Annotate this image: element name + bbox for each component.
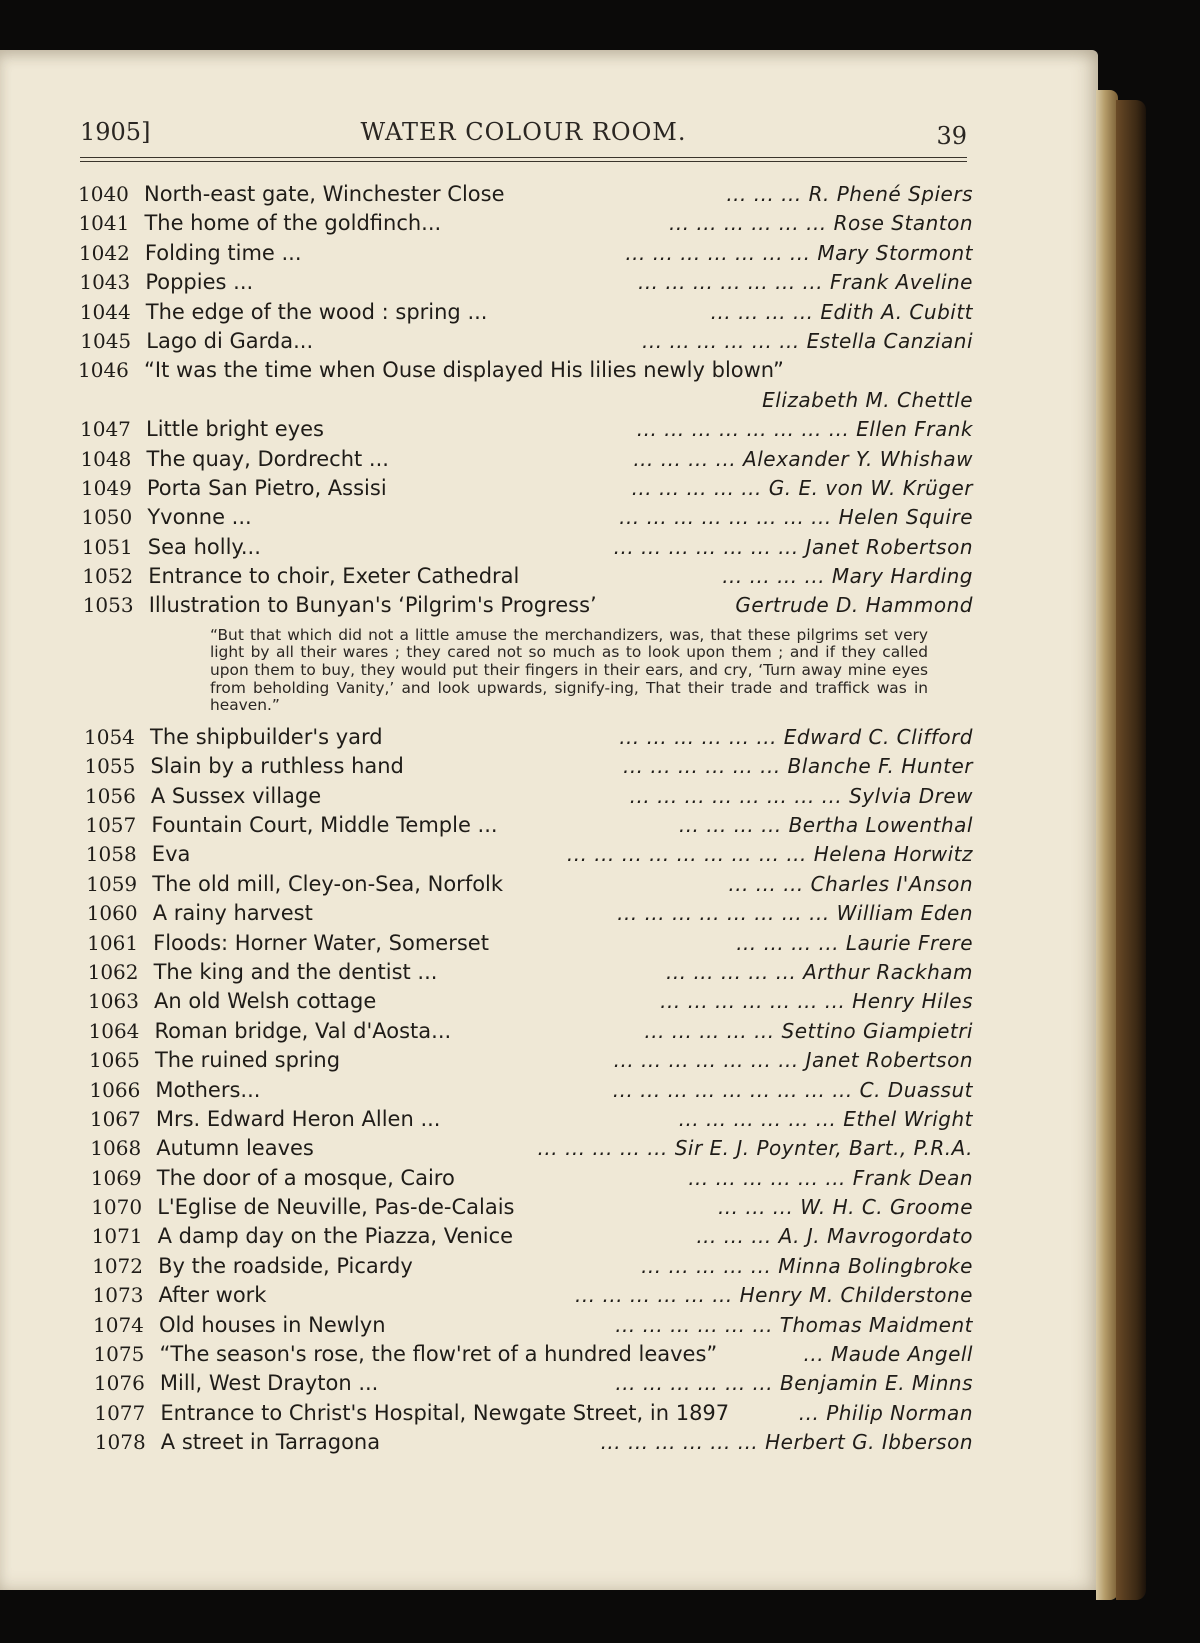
entry-title: Mrs. Edward Heron Allen ... — [155, 1106, 441, 1131]
entry-title: Mill, West Drayton ... — [159, 1371, 379, 1396]
catalogue-entries — [78, 180, 973, 1458]
entry-number: 1063 — [88, 989, 139, 1014]
entry-number: 1045 — [80, 328, 132, 353]
entry-number: 1072 — [92, 1253, 143, 1278]
entry-number: 1056 — [84, 783, 136, 808]
entry-title: Entrance to choir, Exeter Cathedral — [148, 564, 520, 589]
running-header — [80, 118, 967, 158]
entry-artist: ... ... ... ... ... ... Rose Stanton — [668, 211, 973, 236]
catalogue-entry — [78, 1134, 973, 1163]
entry-artist: ... ... ... ... ... ... Ethel Wright — [678, 1106, 973, 1131]
entry-artist: ... ... ... ... ... ... ... ... ... C. Duassut — [612, 1077, 973, 1102]
entry-artist: ... ... ... ... ... ... ... Janet Robertson — [613, 534, 973, 559]
entry-1053-quotation: “But that which did not a little amuse the merchandizers, was, that these pilgrims set very light by all their wares ; they cared not so much as to look upon them ; and if they called upon them to buy, they would put their fingers in their ears, and cry, ‘Turn away mine eyes from beholding Vanity,’ and look upwards, signify-ing, That their trade and traffick was in heaven.” — [210, 625, 928, 715]
entry-number: 1070 — [91, 1195, 143, 1220]
entry-title: Autumn leaves — [156, 1136, 314, 1161]
catalogue-entry — [78, 298, 973, 327]
entry-number: 1078 — [94, 1430, 146, 1455]
entry-title: Sea holly... — [147, 534, 261, 559]
entry-number: 1052 — [82, 564, 134, 589]
entry-artist: ... ... ... ... Mary Harding — [722, 564, 973, 589]
catalogue-entry — [78, 1076, 973, 1105]
entry-artist: ... ... ... ... ... ... ... ... William Eden — [617, 901, 973, 926]
entry-number: 1043 — [79, 270, 131, 295]
catalogue-entry — [78, 1340, 973, 1369]
catalogue-entry — [78, 180, 973, 209]
entry-artist: ... ... ... ... ... ... ... Mary Stormont — [625, 240, 973, 265]
entry-artist: ... ... ... ... ... G. E. von W. Krüger — [631, 475, 973, 500]
entry-number: 1064 — [88, 1018, 140, 1043]
entry-number: 1068 — [90, 1136, 142, 1161]
entry-artist: Elizabeth M. Chettle — [762, 387, 973, 412]
catalogue-entry — [78, 1222, 973, 1251]
entry-artist: ... ... ... ... ... ... ... Frank Aveline — [637, 270, 973, 295]
catalogue-entry — [78, 1281, 973, 1310]
entry-artist: ... Maude Angell — [803, 1342, 973, 1367]
entry-number: 1057 — [85, 813, 137, 837]
entry-title: Poppies ... — [145, 270, 254, 295]
catalogue-entry — [78, 1193, 973, 1222]
entry-artist: ... ... ... ... ... Minna Bolingbroke — [641, 1253, 973, 1278]
book-cover-edge — [1116, 100, 1146, 1600]
entry-artist: ... ... ... ... ... ... Frank Dean — [688, 1165, 973, 1190]
entry-artist: ... ... ... A. J. Mavrogordato — [696, 1224, 973, 1249]
entry-title: Mothers... — [155, 1077, 261, 1102]
header-section-title: WATER COLOUR ROOM. — [360, 118, 687, 146]
entry-title: A street in Tarragona — [160, 1430, 381, 1455]
catalogue-entry — [78, 1311, 973, 1340]
entry-number: 1054 — [84, 724, 135, 749]
entry-number: 1071 — [91, 1224, 143, 1249]
entry-number: 1060 — [86, 901, 138, 926]
entry-title: Lago di Garda... — [146, 328, 314, 353]
entry-number: 1077 — [94, 1400, 146, 1425]
entry-number: 1058 — [85, 842, 137, 867]
entry-artist: ... ... ... ... ... ... ... Janet Robertson — [613, 1048, 973, 1073]
entry-title: Old houses in Newlyn — [159, 1312, 386, 1337]
entry-title: L'Eglise de Neuville, Pas-de-Calais — [157, 1195, 515, 1220]
entry-title: Floods: Horner Water, Somerset — [153, 930, 489, 955]
catalogue-entry — [78, 268, 973, 297]
entry-number: 1055 — [84, 754, 136, 779]
entry-artist: ... ... ... ... ... ... Henry M. Childerstone — [575, 1283, 973, 1308]
catalogue-entry — [78, 870, 973, 899]
entry-artist: ... ... ... ... Alexander Y. Whishaw — [633, 446, 973, 471]
entry-artist: ... ... ... ... ... ... ... ... Helen Squire — [619, 505, 973, 530]
entry-number: 1051 — [81, 534, 133, 559]
catalogue-entry — [78, 1252, 973, 1281]
entry-number: 1042 — [78, 240, 130, 265]
header-year: 1905] — [80, 118, 151, 146]
catalogue-entry — [78, 811, 973, 840]
entry-artist: ... ... ... ... Edith A. Cubitt — [710, 299, 973, 324]
entry-number: 1053 — [82, 593, 134, 618]
entry-artist: ... ... ... ... ... Sir E. J. Poynter, Bart., P.R.A. — [537, 1136, 973, 1161]
entry-title: Illustration to Bunyan's ‘Pilgrim's Progress’ — [148, 593, 597, 618]
entry-title: An old Welsh cottage — [154, 989, 377, 1014]
catalogue-entry — [78, 415, 973, 444]
entry-artist: ... ... ... ... ... Settino Giampietri — [644, 1018, 973, 1043]
catalogue-entry — [78, 209, 973, 238]
entry-title: The edge of the wood : spring ... — [145, 299, 488, 324]
catalogue-entry — [78, 239, 973, 268]
entry-number: 1047 — [80, 417, 131, 442]
catalogue-entry — [78, 503, 973, 532]
entry-artist: ... ... ... ... ... ... Estella Canziani — [642, 328, 973, 353]
catalogue-entry — [78, 591, 973, 620]
catalogue-entry — [78, 327, 973, 356]
entry-artist: ... ... ... ... ... ... Herbert G. Ibberson — [600, 1430, 973, 1455]
entry-number: 1062 — [87, 959, 139, 984]
catalogue-entry — [78, 1017, 973, 1046]
entry-artist: ... ... ... Charles I'Anson — [728, 871, 973, 896]
catalogue-entry — [78, 1046, 973, 1075]
catalogue-entry-1046 — [78, 356, 973, 385]
entry-title: The king and the dentist ... — [153, 959, 438, 984]
entry-number: 1066 — [89, 1077, 141, 1102]
entry-artist: ... ... ... ... ... ... ... Henry Hiles — [660, 989, 973, 1014]
entry-number: 1061 — [87, 930, 139, 955]
entry-number: 1074 — [93, 1312, 144, 1337]
entry-number: 1040 — [78, 182, 129, 206]
entry-title: Roman bridge, Val d'Aosta... — [154, 1018, 452, 1043]
entry-artist: ... ... ... ... ... ... ... ... Ellen Frank — [636, 417, 973, 442]
entry-artist: ... ... ... ... ... ... Blanche F. Hunter — [622, 754, 973, 779]
entry-title: Porta San Pietro, Assisi — [146, 475, 387, 500]
entry-artist: ... ... ... ... ... ... ... ... ... Helena Horwitz — [566, 842, 973, 867]
catalogue-entry — [78, 987, 973, 1016]
entry-artist: ... ... ... W. H. C. Groome — [717, 1195, 973, 1220]
entry-number: 1049 — [80, 475, 132, 500]
entry-title: By the roadside, Picardy — [158, 1253, 413, 1278]
entry-title: The old mill, Cley-on-Sea, Norfolk — [152, 871, 504, 896]
entry-artist: Gertrude D. Hammond — [735, 593, 973, 618]
catalogue-entry — [78, 1164, 973, 1193]
entry-number: 1046 — [78, 358, 129, 383]
entry-artist: ... ... ... ... ... ... Edward C. Clifford — [619, 724, 973, 749]
page-edge — [1096, 90, 1118, 1600]
entry-number: 1073 — [92, 1283, 144, 1308]
entry-artist: ... ... ... ... ... ... Benjamin E. Minns — [615, 1371, 973, 1396]
entry-title: The quay, Dordrecht ... — [146, 446, 389, 471]
catalogue-entry — [78, 1428, 973, 1457]
entry-title: The door of a mosque, Cairo — [156, 1165, 455, 1190]
catalogue-entry — [78, 445, 973, 474]
catalogue-entry — [78, 782, 973, 811]
entry-title: Little bright eyes — [146, 417, 324, 442]
entry-number: 1059 — [86, 871, 138, 896]
entry-title: “It was the time when Ouse displayed His lilies newly blown” — [144, 358, 784, 383]
catalogue-entry — [78, 752, 973, 781]
header-rule-top — [80, 157, 967, 158]
header-rule-bottom — [80, 161, 967, 162]
entry-number: 1067 — [89, 1106, 141, 1131]
entry-title: Slain by a ruthless hand — [150, 754, 404, 779]
catalogue-entry — [78, 562, 973, 591]
entry-artist: ... ... ... ... Bertha Lowenthal — [678, 813, 973, 837]
entry-title: A Sussex village — [150, 783, 322, 808]
entry-title: The ruined spring — [154, 1048, 341, 1073]
catalogue-entry — [78, 899, 973, 928]
catalogue-entry — [78, 1369, 973, 1398]
entry-title: The shipbuilder's yard — [150, 724, 383, 749]
entry-artist: ... ... ... ... ... Arthur Rackham — [666, 959, 973, 984]
entry-title: A damp day on the Piazza, Venice — [157, 1224, 514, 1249]
entry-artist: ... ... ... ... ... ... Thomas Maidment — [615, 1312, 973, 1337]
catalogue-entry-1046-artist — [78, 386, 973, 415]
catalogue-entry — [78, 533, 973, 562]
entry-title: Eva — [151, 842, 191, 867]
entry-title: After work — [158, 1283, 267, 1308]
entry-artist: ... ... ... ... ... ... ... ... Sylvia Drew — [629, 783, 973, 808]
entry-title: Entrance to Christ's Hospital, Newgate Street, in 1897 — [160, 1400, 730, 1425]
entry-artist: ... ... ... R. Phené Spiers — [726, 182, 973, 206]
entry-title: “The season's rose, the flow'ret of a hundred leaves” — [159, 1342, 718, 1367]
catalogue-entry — [78, 840, 973, 869]
catalogue-entry — [78, 1105, 973, 1134]
entry-number: 1075 — [93, 1342, 145, 1367]
page-number: 39 — [936, 122, 967, 150]
catalogue-entry — [78, 958, 973, 987]
catalogue-entry — [78, 929, 973, 958]
entry-title: A rainy harvest — [152, 901, 313, 926]
entry-number: 1048 — [80, 446, 132, 471]
entry-title: Fountain Court, Middle Temple ... — [151, 813, 498, 837]
entry-artist: ... Philip Norman — [798, 1400, 973, 1425]
entry-number: 1069 — [90, 1165, 142, 1190]
entry-title: Yvonne ... — [147, 505, 252, 530]
entry-number: 1041 — [78, 211, 130, 236]
entry-title: The home of the goldfinch... — [144, 211, 442, 236]
entry-number: 1076 — [93, 1371, 145, 1396]
entry-number: 1050 — [81, 505, 133, 530]
entry-title: North-east gate, Winchester Close — [144, 182, 505, 206]
catalogue-entry — [78, 723, 973, 752]
entry-number: 1044 — [79, 299, 131, 324]
entry-title: Folding time ... — [144, 240, 302, 265]
catalogue-entry — [78, 474, 973, 503]
entry-artist: ... ... ... ... Laurie Frere — [736, 930, 973, 955]
catalogue-entry — [78, 1399, 973, 1428]
entry-number: 1065 — [88, 1048, 140, 1073]
